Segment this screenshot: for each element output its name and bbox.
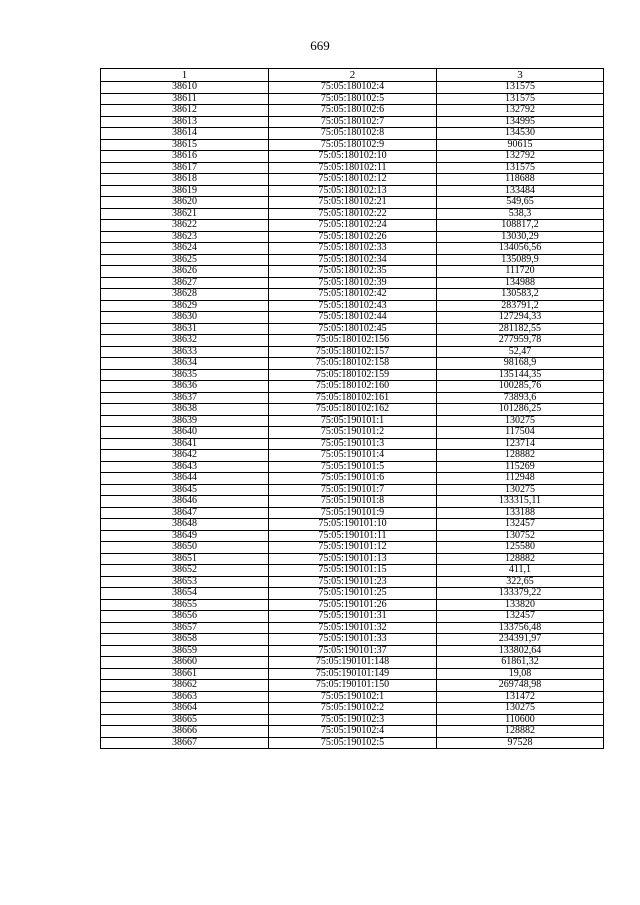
row-number-cell: 38623 (101, 231, 269, 243)
table-row (101, 415, 604, 427)
row-number-cell: 38615 (101, 139, 269, 151)
row-number-cell: 38628 (101, 289, 269, 301)
table-row (101, 473, 604, 485)
value-cell: 135144,35 (437, 369, 604, 381)
cadastral-number-cell: 75:05:190101:4 (269, 450, 437, 462)
table-row (101, 588, 604, 600)
row-number-cell: 38631 (101, 323, 269, 335)
value-cell: 269748,98 (437, 680, 604, 692)
cadastral-number-cell: 75:05:180102:39 (269, 277, 437, 289)
table-row (101, 277, 604, 289)
value-cell: 132457 (437, 519, 604, 531)
value-cell: 130752 (437, 530, 604, 542)
cadastral-number-cell: 75:05:180102:21 (269, 197, 437, 209)
row-number-cell: 38652 (101, 565, 269, 577)
table-row (101, 208, 604, 220)
value-cell: 115269 (437, 461, 604, 473)
value-cell: 125580 (437, 542, 604, 554)
table-row (101, 450, 604, 462)
value-cell: 97528 (437, 737, 604, 749)
table-row (101, 496, 604, 508)
cadastral-number-cell: 75:05:190102:5 (269, 737, 437, 749)
value-cell: 131575 (437, 93, 604, 105)
value-cell: 130275 (437, 415, 604, 427)
cadastral-number-cell: 75:05:190101:2 (269, 427, 437, 439)
cadastral-number-cell: 75:05:180102:24 (269, 220, 437, 232)
table-row (101, 197, 604, 209)
cadastral-number-cell: 75:05:180102:43 (269, 300, 437, 312)
table-row (101, 461, 604, 473)
cadastral-number-cell: 75:05:180102:26 (269, 231, 437, 243)
row-number-cell: 38664 (101, 703, 269, 715)
value-cell: 322,65 (437, 576, 604, 588)
column-header-2: 2 (269, 69, 437, 82)
table-row (101, 576, 604, 588)
row-number-cell: 38632 (101, 335, 269, 347)
table-row (101, 128, 604, 140)
table-row (101, 231, 604, 243)
row-number-cell: 38612 (101, 105, 269, 117)
table-row (101, 381, 604, 393)
cadastral-number-cell: 75:05:190101:6 (269, 473, 437, 485)
value-cell: 132792 (437, 105, 604, 117)
cadastral-number-cell: 75:05:180102:9 (269, 139, 437, 151)
row-number-cell: 38616 (101, 151, 269, 163)
cadastral-number-cell: 75:05:190102:4 (269, 726, 437, 738)
value-cell: 283791,2 (437, 300, 604, 312)
table-row (101, 519, 604, 531)
row-number-cell: 38647 (101, 507, 269, 519)
row-number-cell: 38626 (101, 266, 269, 278)
cadastral-number-cell: 75:05:180102:162 (269, 404, 437, 416)
row-number-cell: 38654 (101, 588, 269, 600)
table-row (101, 312, 604, 324)
row-number-cell: 38625 (101, 254, 269, 266)
cadastral-number-cell: 75:05:190101:9 (269, 507, 437, 519)
value-cell: 110600 (437, 714, 604, 726)
row-number-cell: 38622 (101, 220, 269, 232)
value-cell: 234391,97 (437, 634, 604, 646)
table-row (101, 438, 604, 450)
value-cell: 133484 (437, 185, 604, 197)
table-row (101, 404, 604, 416)
table-row (101, 634, 604, 646)
cadastral-number-cell: 75:05:190101:33 (269, 634, 437, 646)
value-cell: 134988 (437, 277, 604, 289)
row-number-cell: 38666 (101, 726, 269, 738)
value-cell: 19,08 (437, 668, 604, 680)
row-number-cell: 38613 (101, 116, 269, 128)
cadastral-number-cell: 75:05:190101:32 (269, 622, 437, 634)
data-table (100, 68, 604, 749)
table-row (101, 93, 604, 105)
table-header-row (101, 69, 604, 82)
row-number-cell: 38640 (101, 427, 269, 439)
value-cell: 131575 (437, 82, 604, 94)
row-number-cell: 38649 (101, 530, 269, 542)
table-row (101, 151, 604, 163)
row-number-cell: 38639 (101, 415, 269, 427)
value-cell: 281182,55 (437, 323, 604, 335)
row-number-cell: 38656 (101, 611, 269, 623)
cadastral-number-cell: 75:05:180102:8 (269, 128, 437, 140)
table-row (101, 369, 604, 381)
row-number-cell: 38624 (101, 243, 269, 255)
value-cell: 61861,32 (437, 657, 604, 669)
table-row (101, 680, 604, 692)
table-row (101, 254, 604, 266)
value-cell: 13030,29 (437, 231, 604, 243)
value-cell: 130275 (437, 484, 604, 496)
cadastral-number-cell: 75:05:190101:37 (269, 645, 437, 657)
row-number-cell: 38610 (101, 82, 269, 94)
cadastral-number-cell: 75:05:180102:34 (269, 254, 437, 266)
value-cell: 98168,9 (437, 358, 604, 370)
value-cell: 130275 (437, 703, 604, 715)
table-row (101, 484, 604, 496)
cadastral-number-cell: 75:05:190101:1 (269, 415, 437, 427)
row-number-cell: 38650 (101, 542, 269, 554)
value-cell: 133756,48 (437, 622, 604, 634)
value-cell: 131575 (437, 162, 604, 174)
table-row (101, 645, 604, 657)
value-cell: 128882 (437, 726, 604, 738)
value-cell: 134056,56 (437, 243, 604, 255)
value-cell: 117504 (437, 427, 604, 439)
row-number-cell: 38661 (101, 668, 269, 680)
value-cell: 133379,22 (437, 588, 604, 600)
cadastral-number-cell: 75:05:180102:45 (269, 323, 437, 335)
table-row (101, 542, 604, 554)
value-cell: 101286,25 (437, 404, 604, 416)
value-cell: 133820 (437, 599, 604, 611)
cadastral-number-cell: 75:05:190101:10 (269, 519, 437, 531)
cadastral-number-cell: 75:05:180102:35 (269, 266, 437, 278)
row-number-cell: 38617 (101, 162, 269, 174)
table-row (101, 220, 604, 232)
value-cell: 90615 (437, 139, 604, 151)
cadastral-number-cell: 75:05:180102:33 (269, 243, 437, 255)
row-number-cell: 38658 (101, 634, 269, 646)
row-number-cell: 38642 (101, 450, 269, 462)
row-number-cell: 38648 (101, 519, 269, 531)
table-row (101, 714, 604, 726)
cadastral-number-cell: 75:05:190101:12 (269, 542, 437, 554)
value-cell: 538,3 (437, 208, 604, 220)
table-row (101, 82, 604, 94)
value-cell: 130583,2 (437, 289, 604, 301)
row-number-cell: 38638 (101, 404, 269, 416)
cadastral-number-cell: 75:05:180102:5 (269, 93, 437, 105)
value-cell: 73893,6 (437, 392, 604, 404)
row-number-cell: 38633 (101, 346, 269, 358)
row-number-cell: 38611 (101, 93, 269, 105)
cadastral-number-cell: 75:05:190101:5 (269, 461, 437, 473)
row-number-cell: 38645 (101, 484, 269, 496)
value-cell: 128882 (437, 450, 604, 462)
table-row (101, 266, 604, 278)
cadastral-number-cell: 75:05:190102:3 (269, 714, 437, 726)
table-row (101, 726, 604, 738)
table-row (101, 105, 604, 117)
cadastral-number-cell: 75:05:180102:6 (269, 105, 437, 117)
value-cell: 112948 (437, 473, 604, 485)
value-cell: 127294,33 (437, 312, 604, 324)
cadastral-number-cell: 75:05:180102:159 (269, 369, 437, 381)
row-number-cell: 38643 (101, 461, 269, 473)
cadastral-number-cell: 75:05:190101:8 (269, 496, 437, 508)
row-number-cell: 38620 (101, 197, 269, 209)
value-cell: 133802,64 (437, 645, 604, 657)
value-cell: 134995 (437, 116, 604, 128)
cadastral-number-cell: 75:05:190101:15 (269, 565, 437, 577)
cadastral-number-cell: 75:05:180102:161 (269, 392, 437, 404)
table-row (101, 668, 604, 680)
row-number-cell: 38651 (101, 553, 269, 565)
table-row (101, 185, 604, 197)
cadastral-number-cell: 75:05:180102:42 (269, 289, 437, 301)
cadastral-number-cell: 75:05:190101:150 (269, 680, 437, 692)
row-number-cell: 38619 (101, 185, 269, 197)
value-cell: 277959,78 (437, 335, 604, 347)
row-number-cell: 38655 (101, 599, 269, 611)
value-cell: 52,47 (437, 346, 604, 358)
table-row (101, 139, 604, 151)
table-row (101, 174, 604, 186)
cadastral-number-cell: 75:05:190101:11 (269, 530, 437, 542)
table-row (101, 392, 604, 404)
row-number-cell: 38636 (101, 381, 269, 393)
table-row (101, 691, 604, 703)
cadastral-number-cell: 75:05:190101:23 (269, 576, 437, 588)
table-row (101, 611, 604, 623)
value-cell: 135089,9 (437, 254, 604, 266)
row-number-cell: 38614 (101, 128, 269, 140)
table-row (101, 116, 604, 128)
cadastral-number-cell: 75:05:180102:10 (269, 151, 437, 163)
table-row (101, 599, 604, 611)
row-number-cell: 38627 (101, 277, 269, 289)
table-row (101, 346, 604, 358)
table-row (101, 300, 604, 312)
row-number-cell: 38646 (101, 496, 269, 508)
row-number-cell: 38618 (101, 174, 269, 186)
value-cell: 128882 (437, 553, 604, 565)
column-header-3: 3 (437, 69, 604, 82)
cadastral-number-cell: 75:05:190101:25 (269, 588, 437, 600)
table-row (101, 657, 604, 669)
cadastral-number-cell: 75:05:180102:44 (269, 312, 437, 324)
row-number-cell: 38659 (101, 645, 269, 657)
table-row (101, 323, 604, 335)
table-row (101, 703, 604, 715)
value-cell: 132457 (437, 611, 604, 623)
row-number-cell: 38663 (101, 691, 269, 703)
row-number-cell: 38667 (101, 737, 269, 749)
row-number-cell: 38621 (101, 208, 269, 220)
column-header-1: 1 (101, 69, 269, 82)
table-row (101, 737, 604, 749)
cadastral-number-cell: 75:05:180102:11 (269, 162, 437, 174)
row-number-cell: 38662 (101, 680, 269, 692)
value-cell: 118688 (437, 174, 604, 186)
page-number: 669 (310, 38, 330, 53)
table-row (101, 289, 604, 301)
value-cell: 123714 (437, 438, 604, 450)
row-number-cell: 38665 (101, 714, 269, 726)
table-row (101, 565, 604, 577)
cadastral-number-cell: 75:05:180102:4 (269, 82, 437, 94)
cadastral-number-cell: 75:05:190101:3 (269, 438, 437, 450)
value-cell: 133188 (437, 507, 604, 519)
row-number-cell: 38634 (101, 358, 269, 370)
cadastral-number-cell: 75:05:190101:148 (269, 657, 437, 669)
cadastral-number-cell: 75:05:190101:13 (269, 553, 437, 565)
value-cell: 131472 (437, 691, 604, 703)
row-number-cell: 38637 (101, 392, 269, 404)
table-row (101, 622, 604, 634)
row-number-cell: 38653 (101, 576, 269, 588)
cadastral-number-cell: 75:05:180102:160 (269, 381, 437, 393)
cadastral-number-cell: 75:05:190101:7 (269, 484, 437, 496)
table-body (101, 82, 604, 749)
cadastral-number-cell: 75:05:190101:26 (269, 599, 437, 611)
cadastral-number-cell: 75:05:190102:1 (269, 691, 437, 703)
table-row (101, 530, 604, 542)
table-row (101, 427, 604, 439)
row-number-cell: 38644 (101, 473, 269, 485)
cadastral-number-cell: 75:05:180102:7 (269, 116, 437, 128)
cadastral-number-cell: 75:05:190101:31 (269, 611, 437, 623)
row-number-cell: 38630 (101, 312, 269, 324)
cadastral-number-cell: 75:05:190102:2 (269, 703, 437, 715)
cadastral-number-cell: 75:05:180102:158 (269, 358, 437, 370)
cadastral-number-cell: 75:05:180102:22 (269, 208, 437, 220)
cadastral-number-cell: 75:05:190101:149 (269, 668, 437, 680)
table-row (101, 162, 604, 174)
value-cell: 132792 (437, 151, 604, 163)
value-cell: 133315,11 (437, 496, 604, 508)
value-cell: 134530 (437, 128, 604, 140)
cadastral-number-cell: 75:05:180102:156 (269, 335, 437, 347)
table-row (101, 335, 604, 347)
value-cell: 549,65 (437, 197, 604, 209)
value-cell: 108817,2 (437, 220, 604, 232)
row-number-cell: 38657 (101, 622, 269, 634)
value-cell: 100285,76 (437, 381, 604, 393)
row-number-cell: 38635 (101, 369, 269, 381)
cadastral-number-cell: 75:05:180102:157 (269, 346, 437, 358)
cadastral-number-cell: 75:05:180102:12 (269, 174, 437, 186)
value-cell: 111720 (437, 266, 604, 278)
row-number-cell: 38641 (101, 438, 269, 450)
table-row (101, 553, 604, 565)
cadastral-number-cell: 75:05:180102:13 (269, 185, 437, 197)
table-row (101, 358, 604, 370)
table-row (101, 507, 604, 519)
row-number-cell: 38629 (101, 300, 269, 312)
row-number-cell: 38660 (101, 657, 269, 669)
table-row (101, 243, 604, 255)
value-cell: 411,1 (437, 565, 604, 577)
